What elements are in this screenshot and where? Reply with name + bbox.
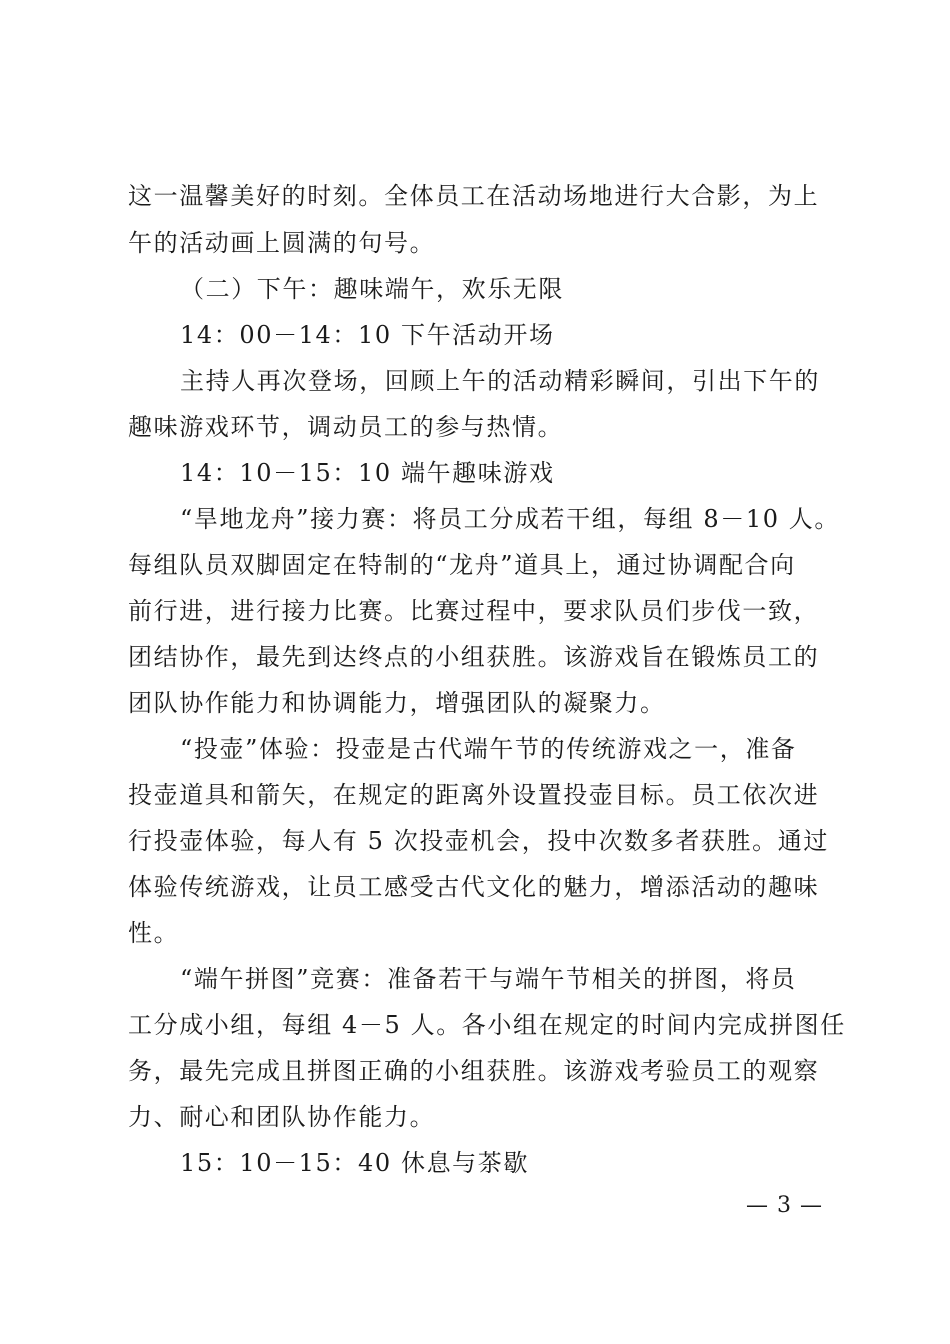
schedule-time: 14：00－14：10 下午活动开场 [180,321,555,349]
text-line: “旱地龙舟”接力赛：将员工分成若干组，每组 8－10 人。 [180,505,841,533]
page-number: — 3 — [746,1193,823,1218]
text-line: 性。 [128,919,180,947]
text-line: 团结协作，最先到达终点的小组获胜。该游戏旨在锻炼员工的 [128,643,820,671]
text-line: 午的活动画上圆满的句号。 [128,229,436,257]
text-line: 工分成小组，每组 4－5 人。各小组在规定的时间内完成拼图任 [128,1011,846,1039]
section-heading: （二）下午：趣味端午，欢乐无限 [180,275,564,303]
text-line: 这一温馨美好的时刻。全体员工在活动场地进行大合影，为上 [128,182,820,210]
text-line: 行投壶体验，每人有 5 次投壶机会，投中次数多者获胜。通过 [128,827,829,855]
text-line: 投壶道具和箭矢，在规定的距离外设置投壶目标。员工依次进 [128,781,820,809]
schedule-time: 15：10－15：40 休息与茶歇 [180,1149,529,1177]
text-line: “投壶”体验：投壶是古代端午节的传统游戏之一，准备 [180,735,797,763]
text-line: 每组队员双脚固定在特制的“龙舟”道具上，通过协调配合向 [128,551,796,579]
text-line: 主持人再次登场，回顾上午的活动精彩瞬间，引出下午的 [180,367,820,395]
text-line: 务，最先完成且拼图正确的小组获胜。该游戏考验员工的观察 [128,1057,820,1085]
text-line: 趣味游戏环节，调动员工的参与热情。 [128,413,564,441]
text-line: 体验传统游戏，让员工感受古代文化的魅力，增添活动的趣味 [128,873,820,901]
text-line: “端午拼图”竞赛：准备若干与端午节相关的拼图，将员 [180,965,797,993]
text-line: 前行进，进行接力比赛。比赛过程中，要求队员们步伐一致， [128,597,820,625]
schedule-time: 14：10－15：10 端午趣味游戏 [180,459,555,487]
text-line: 团队协作能力和协调能力，增强团队的凝聚力。 [128,689,666,717]
text-line: 力、耐心和团队协作能力。 [128,1103,436,1131]
